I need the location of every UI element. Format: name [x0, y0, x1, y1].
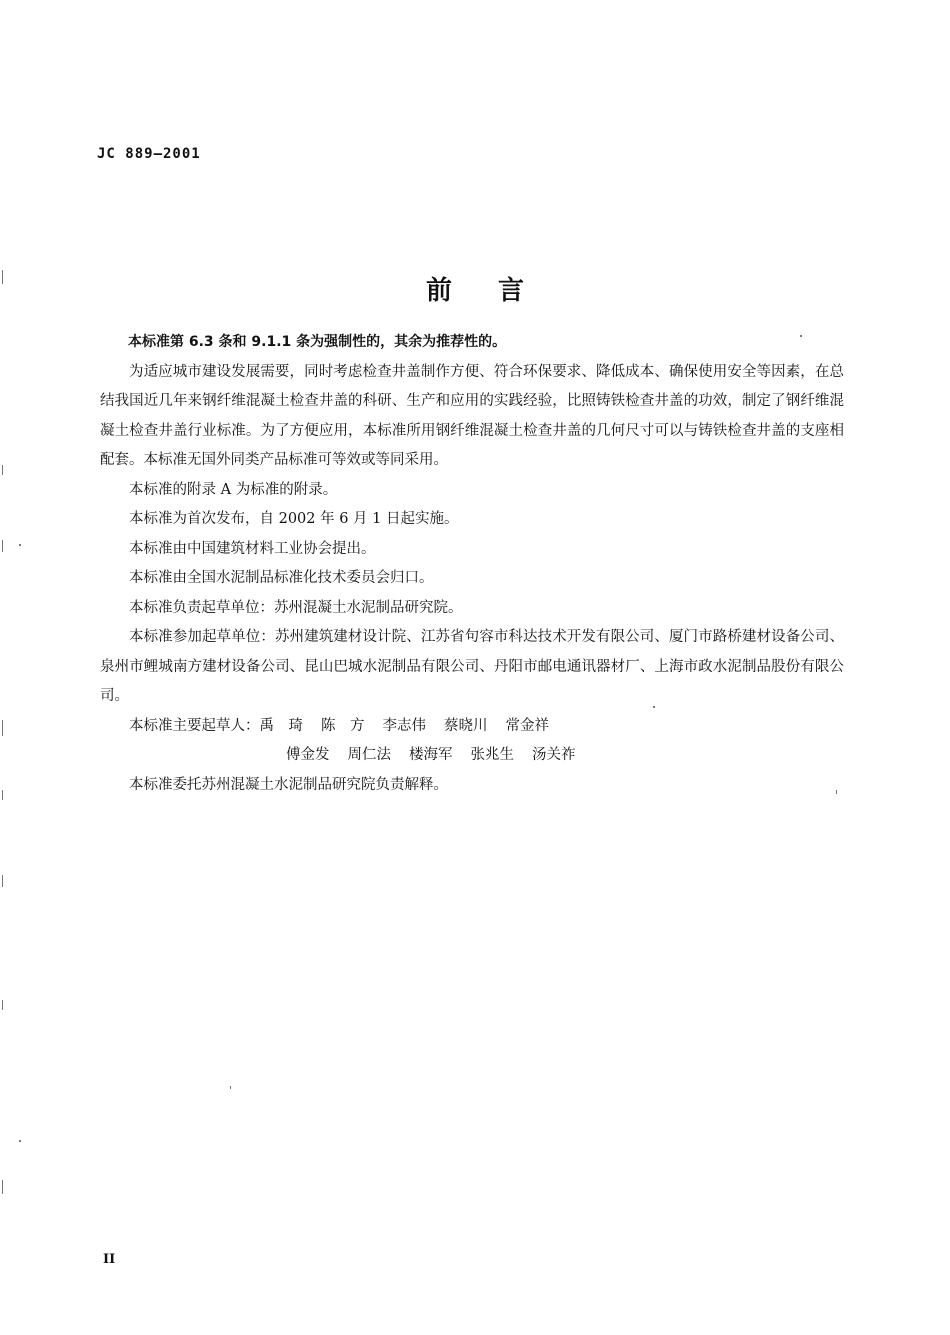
scan-speck — [230, 1086, 231, 1089]
scan-speck — [2, 875, 3, 887]
scan-speck — [800, 335, 802, 337]
page-number: II — [103, 1252, 116, 1267]
scan-speck — [2, 1180, 3, 1194]
scan-speck — [19, 1140, 21, 1142]
scan-speck — [2, 790, 3, 800]
paragraph-committee: 本标准由全国水泥制品标准化技术委员会归口。 — [129, 570, 434, 586]
paragraph-interpretation: 本标准委托苏州混凝土水泥制品研究院负责解释。 — [129, 776, 448, 793]
drafter-name: 陈 方 — [321, 717, 365, 734]
paragraph-participating-units: 本标准参加起草单位：苏州建筑建材设计院、江苏省句容市科达技术开发有限公司、厦门市路桥建材设备公司、泉州市鲤城南方建材设备公司、昆山巴城水泥制品有限公司、丹阳市邮电通讯器材厂、上海市政水泥制品股份有限公司。 — [100, 629, 844, 704]
scan-speck — [2, 720, 3, 736]
drafters-row — [100, 741, 844, 771]
drafter-name: 李志伟 — [382, 717, 426, 734]
scan-speck — [653, 706, 655, 708]
paragraph-release: 本标准为首次发布，自 2002 年 6 月 1 日起实施。 — [129, 511, 459, 527]
paragraph-purpose: 为适应城市建设发展需要，同时考虑检查井盖制作方便、符合环保要求、降低成本、确保使用安全等因素，在总结我国近几年来钢纤维混凝土检查井盖的科研、生产和应用的实践经验，比照铸铁检查井盖的功效，制定了钢纤维混凝土检查井盖行业标准。为了方便应用，本标准所用钢纤维混凝土检查井盖的几何尺寸可以与铸铁检查井盖的支座相配套。本标准无国外同类产品标准可等效或等同采用。 — [100, 363, 844, 468]
page-title: 前言 — [425, 276, 570, 306]
scan-speck — [2, 1000, 3, 1010]
paragraph-proposer: 本标准由中国建筑材料工业协会提出。 — [129, 540, 376, 557]
paragraph-mandatory-clauses: 本标准第 6.3 条和 9.1.1 条为强制性的，其余为推荐性的。 — [128, 334, 507, 350]
scan-speck — [2, 540, 3, 552]
paragraph-appendix: 本标准的附录 A 为标准的附录。 — [129, 481, 338, 498]
drafter-name: 周仁法 — [347, 747, 391, 763]
paragraph-lead-drafting-unit: 本标准负责起草单位：苏州混凝土水泥制品研究院。 — [129, 599, 463, 616]
drafter-name: 禹 琦 — [259, 717, 303, 734]
scan-speck — [2, 270, 3, 284]
standard-number: JC 889—2001 — [97, 146, 201, 162]
scan-speck — [19, 544, 21, 546]
preface-content — [100, 328, 844, 800]
scan-speck — [836, 790, 837, 794]
scan-speck — [2, 465, 3, 475]
drafter-name: 楼海军 — [409, 747, 453, 763]
drafter-name: 汤关祚 — [532, 747, 576, 763]
drafter-name: 傅金发 — [286, 747, 330, 763]
drafter-name: 蔡晓川 — [444, 717, 488, 734]
drafters-row — [100, 712, 844, 742]
drafters-label: 本标准主要起草人： — [129, 717, 260, 734]
drafter-name: 张兆生 — [470, 747, 514, 763]
drafter-name: 常金祥 — [505, 717, 549, 734]
